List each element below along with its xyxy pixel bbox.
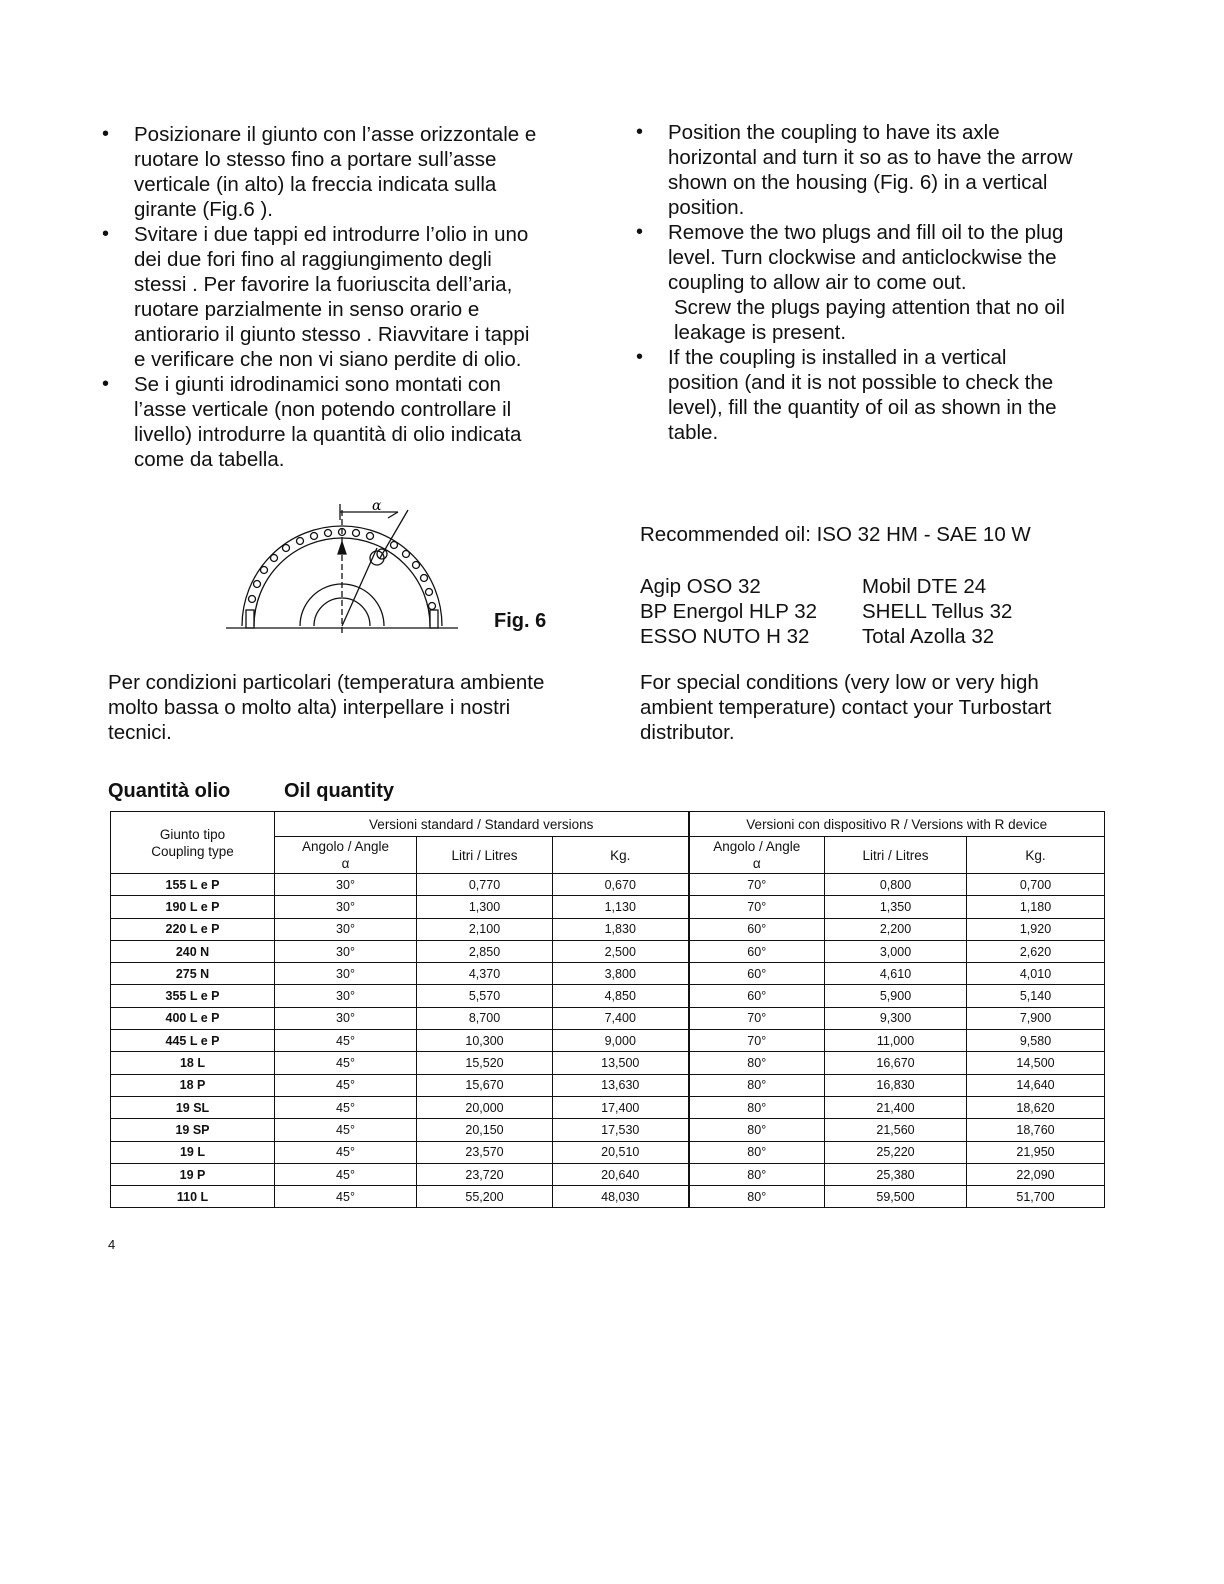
table-cell: 5,140	[967, 985, 1105, 1007]
table-cell: 21,400	[825, 1096, 967, 1118]
table-cell: 0,700	[967, 874, 1105, 896]
special-conditions-it: Per condizioni particolari (temperatura ambiente molto bassa o molto alta) interpellare i nostri tecnici.	[108, 671, 545, 744]
table-cell: 18,760	[967, 1119, 1105, 1141]
table-cell: 1,920	[967, 918, 1105, 940]
table-cell: 30°	[275, 874, 417, 896]
table-cell: 4,850	[553, 985, 689, 1007]
coupling-type-cell: 445 L e P	[111, 1030, 275, 1052]
en-bullet-2: • Remove the two plugs and fill oil to the plug level. Turn clockwise and anticlockwise the coupling to allow air to come out. Screw the plugs paying attention that no oil leakage is present.	[630, 220, 1102, 345]
table-cell: 30°	[275, 896, 417, 918]
italian-instructions	[96, 122, 564, 472]
angle-header: Angolo / Angle α	[689, 837, 825, 874]
table-cell: 45°	[275, 1141, 417, 1163]
table-cell: 2,100	[417, 918, 553, 940]
table-cell: 2,500	[553, 940, 689, 962]
section-title-it: Quantità olio	[108, 780, 231, 802]
table-cell: 45°	[275, 1030, 417, 1052]
coupling-type-cell: 18 P	[111, 1074, 275, 1096]
oil-brands	[640, 574, 1012, 649]
table-cell: 21,950	[967, 1141, 1105, 1163]
table-cell: 70°	[689, 874, 825, 896]
oil-brand: Total Azolla 32	[862, 625, 995, 648]
r-device-header: Versioni con dispositivo R / Versions with R device	[689, 812, 1105, 837]
coupling-type-cell: 155 L e P	[111, 874, 275, 896]
table-cell: 14,640	[967, 1074, 1105, 1096]
table-row	[111, 1141, 1105, 1163]
table-cell: 16,830	[825, 1074, 967, 1096]
table-cell: 48,030	[553, 1186, 689, 1208]
table-cell: 21,560	[825, 1119, 967, 1141]
table-cell: 60°	[689, 985, 825, 1007]
recommended-oil-title: Recommended oil: ISO 32 HM - SAE 10 W	[640, 523, 1031, 546]
it-bullet-3: • Se i giunti idrodinamici sono montati con l’asse verticale (non potendo controllare il livello) introdurre la quantità di olio indicata come da tabella.	[96, 372, 564, 472]
table-cell: 2,850	[417, 940, 553, 962]
coupling-type-cell: 18 L	[111, 1052, 275, 1074]
special-conditions-en: For special conditions (very low or very high ambient temperature) contact your Turbostart distributor.	[640, 671, 1052, 744]
table-row	[111, 1119, 1105, 1141]
table-row	[111, 896, 1105, 918]
coupling-type-header: Giunto tipo Coupling type	[111, 812, 275, 874]
table-row	[111, 1030, 1105, 1052]
table-row	[111, 963, 1105, 985]
table-cell: 20,510	[553, 1141, 689, 1163]
table-row	[111, 985, 1105, 1007]
table-cell: 60°	[689, 963, 825, 985]
table-cell: 70°	[689, 1007, 825, 1029]
table-cell: 20,000	[417, 1096, 553, 1118]
table-cell: 1,130	[553, 896, 689, 918]
coupling-type-cell: 110 L	[111, 1186, 275, 1208]
table-cell: 1,300	[417, 896, 553, 918]
coupling-type-cell: 19 SP	[111, 1119, 275, 1141]
coupling-type-cell: 220 L e P	[111, 918, 275, 940]
table-cell: 3,000	[825, 940, 967, 962]
coupling-type-cell: 240 N	[111, 940, 275, 962]
table-cell: 1,180	[967, 896, 1105, 918]
table-cell: 7,900	[967, 1007, 1105, 1029]
table-cell: 18,620	[967, 1096, 1105, 1118]
table-cell: 80°	[689, 1141, 825, 1163]
table-cell: 15,670	[417, 1074, 553, 1096]
standard-versions-header: Versioni standard / Standard versions	[275, 812, 689, 837]
table-cell: 45°	[275, 1052, 417, 1074]
oil-brand: BP Energol HLP 32	[640, 600, 818, 623]
table-cell: 1,830	[553, 918, 689, 940]
en-bullet-3: • If the coupling is installed in a vertical position (and it is not possible to check the level), fill the quantity of oil as shown in the table.	[630, 345, 1102, 445]
kg-header: Kg.	[553, 837, 689, 874]
en-bullet-1: • Position the coupling to have its axle horizontal and turn it so as to have the arrow shown on the housing (Fig. 6) in a vertical position.	[630, 120, 1102, 220]
table-cell: 0,800	[825, 874, 967, 896]
coupling-type-cell: 400 L e P	[111, 1007, 275, 1029]
table-cell: 51,700	[967, 1186, 1105, 1208]
table-cell: 16,670	[825, 1052, 967, 1074]
oil-quantity-rows	[111, 874, 1105, 1208]
table-cell: 17,400	[553, 1096, 689, 1118]
table-cell: 45°	[275, 1186, 417, 1208]
table-cell: 55,200	[417, 1186, 553, 1208]
litres-header: Litri / Litres	[417, 837, 553, 874]
table-cell: 5,570	[417, 985, 553, 1007]
table-cell: 23,570	[417, 1141, 553, 1163]
litres-header: Litri / Litres	[825, 837, 967, 874]
table-row	[111, 1096, 1105, 1118]
table-cell: 15,520	[417, 1052, 553, 1074]
section-title-en: Oil quantity	[284, 780, 394, 802]
oil-brand: ESSO NUTO H 32	[640, 625, 810, 648]
coupling-type-cell: 355 L e P	[111, 985, 275, 1007]
table-cell: 80°	[689, 1163, 825, 1185]
table-cell: 11,000	[825, 1030, 967, 1052]
figure-label: Fig. 6	[494, 610, 547, 632]
table-row	[111, 1186, 1105, 1208]
table-cell: 23,720	[417, 1163, 553, 1185]
table-cell: 13,630	[553, 1074, 689, 1096]
table-cell: 9,580	[967, 1030, 1105, 1052]
coupling-type-cell: 19 L	[111, 1141, 275, 1163]
table-cell: 13,500	[553, 1052, 689, 1074]
table-cell: 2,620	[967, 940, 1105, 962]
table-cell: 30°	[275, 985, 417, 1007]
table-row	[111, 1007, 1105, 1029]
coupling-type-cell: 275 N	[111, 963, 275, 985]
table-cell: 45°	[275, 1163, 417, 1185]
table-cell: 9,000	[553, 1030, 689, 1052]
table-cell: 45°	[275, 1096, 417, 1118]
table-cell: 80°	[689, 1119, 825, 1141]
table-row	[111, 1074, 1105, 1096]
table-cell: 80°	[689, 1186, 825, 1208]
table-cell: 25,380	[825, 1163, 967, 1185]
table-cell: 14,500	[967, 1052, 1105, 1074]
table-cell: 5,900	[825, 985, 967, 1007]
table-row	[111, 918, 1105, 940]
table-row	[111, 940, 1105, 962]
table-cell: 30°	[275, 1007, 417, 1029]
table-cell: 4,610	[825, 963, 967, 985]
table-cell: 70°	[689, 1030, 825, 1052]
table-cell: 2,200	[825, 918, 967, 940]
table-cell: 4,370	[417, 963, 553, 985]
table-cell: 30°	[275, 940, 417, 962]
table-cell: 45°	[275, 1074, 417, 1096]
table-row	[111, 874, 1105, 896]
kg-header: Kg.	[967, 837, 1105, 874]
table-cell: 80°	[689, 1074, 825, 1096]
english-instructions	[630, 120, 1102, 445]
coupling-type-cell: 19 SL	[111, 1096, 275, 1118]
it-bullet-1: • Posizionare il giunto con l’asse orizzontale e ruotare lo stesso fino a portare sull’asse verticale (in alto) la freccia indicata sulla girante (Fig.6 ).	[96, 122, 564, 222]
oil-brand: Agip OSO 32	[640, 575, 761, 598]
table-cell: 60°	[689, 940, 825, 962]
it-bullet-2: • Svitare i due tappi ed introdurre l’olio in uno dei due fori fino al raggiungimento degli stessi . Per favorire la fuoriuscita dell’aria, ruotare parzialmente in senso orario e antiorario il giunto stesso . Riavvitare i tappi e verificare che non vi siano perdite di olio.	[96, 222, 564, 372]
coupling-diagram	[222, 496, 462, 636]
table-cell: 1,350	[825, 896, 967, 918]
alpha-symbol: α	[372, 498, 382, 514]
table-cell: 59,500	[825, 1186, 967, 1208]
table-cell: 30°	[275, 918, 417, 940]
table-cell: 10,300	[417, 1030, 553, 1052]
table-cell: 25,220	[825, 1141, 967, 1163]
table-cell: 0,770	[417, 874, 553, 896]
table-cell: 7,400	[553, 1007, 689, 1029]
table-row	[111, 1052, 1105, 1074]
table-cell: 70°	[689, 896, 825, 918]
oil-brand: Mobil DTE 24	[862, 575, 987, 598]
table-cell: 17,530	[553, 1119, 689, 1141]
coupling-type-cell: 19 P	[111, 1163, 275, 1185]
page-number: 4	[108, 1237, 116, 1252]
table-cell: 80°	[689, 1052, 825, 1074]
table-cell: 60°	[689, 918, 825, 940]
angle-header: Angolo / Angle α	[275, 837, 417, 874]
table-cell: 45°	[275, 1119, 417, 1141]
table-cell: 20,150	[417, 1119, 553, 1141]
oil-brand: SHELL Tellus 32	[862, 600, 1013, 623]
table-cell: 4,010	[967, 963, 1105, 985]
table-cell: 22,090	[967, 1163, 1105, 1185]
table-cell: 3,800	[553, 963, 689, 985]
table-cell: 8,700	[417, 1007, 553, 1029]
table-row	[111, 1163, 1105, 1185]
table-cell: 80°	[689, 1096, 825, 1118]
table-cell: 0,670	[553, 874, 689, 896]
table-cell: 9,300	[825, 1007, 967, 1029]
table-cell: 30°	[275, 963, 417, 985]
table-cell: 20,640	[553, 1163, 689, 1185]
coupling-type-cell: 190 L e P	[111, 896, 275, 918]
oil-quantity-table	[110, 811, 1105, 1208]
